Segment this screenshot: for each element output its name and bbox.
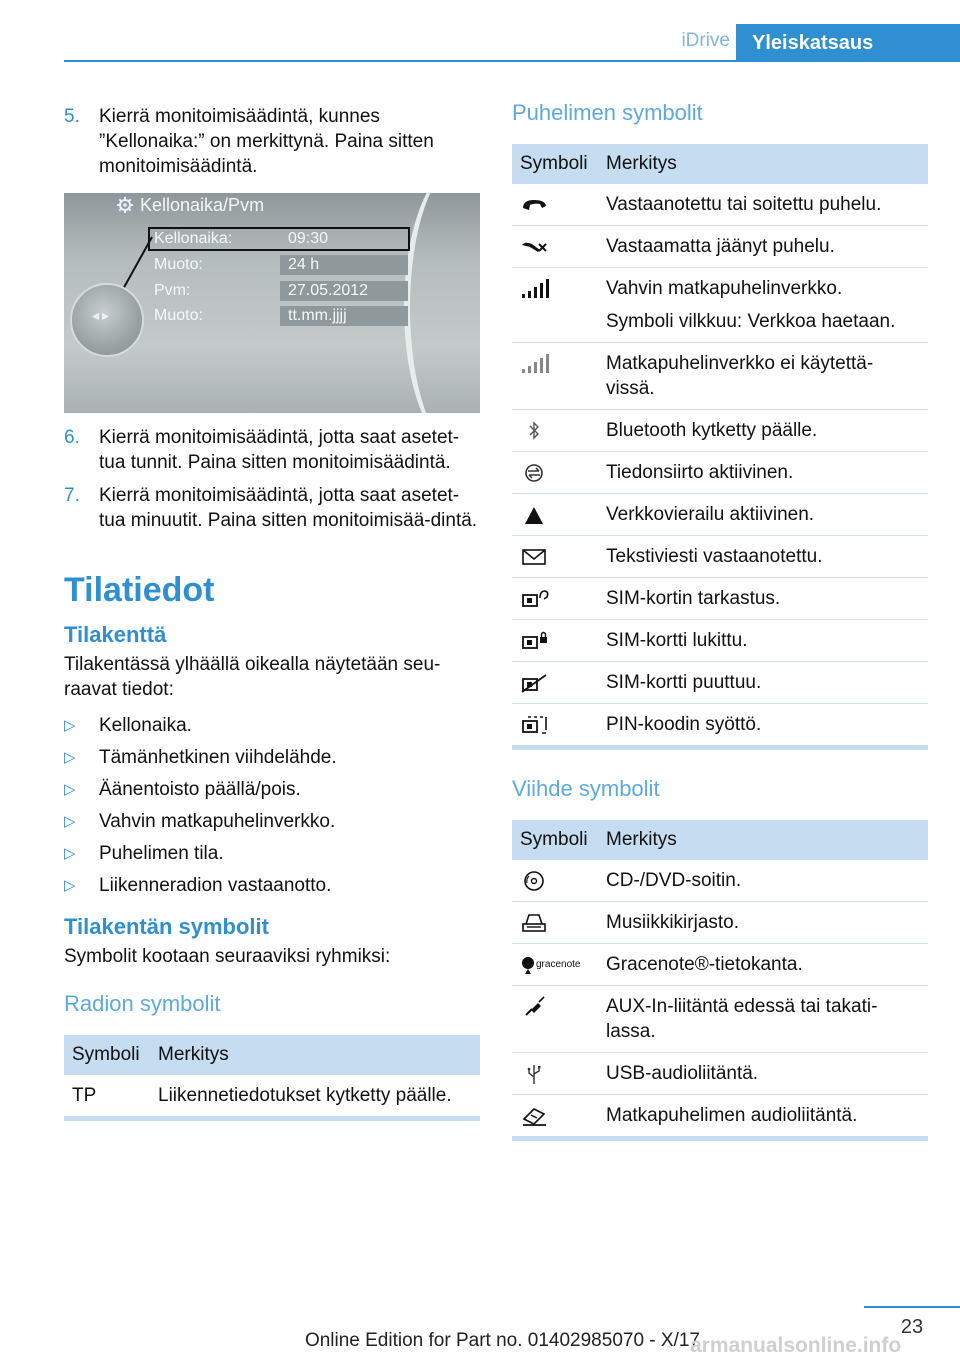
meaning-cell: Verkkovierailu aktiivinen. xyxy=(598,494,928,536)
meaning-cell: Matkapuhelimen audioliitäntä. xyxy=(598,1095,928,1139)
list-item-text: Vahvin matkapuhelinverkko. xyxy=(99,811,336,832)
footer-rule xyxy=(864,1306,960,1308)
phone-audio-icon xyxy=(520,1105,550,1127)
table-row xyxy=(512,410,928,452)
step-text: Kierrä monitoimisäädintä, jotta saat asetet‐tua tunnit. Paina sitten monitoimisäädintä. xyxy=(99,427,460,473)
bullet-triangle-icon: ▷ xyxy=(64,813,76,830)
meaning-cell: Bluetooth kytketty päälle. xyxy=(598,410,928,452)
meaning-cell: Musiikkikirjasto. xyxy=(598,902,928,944)
table-row xyxy=(64,1075,480,1119)
table-header-row xyxy=(512,144,928,184)
screen-row-value: 09:30 xyxy=(288,230,329,247)
sim-locked-icon xyxy=(520,630,550,652)
meaning-cell: Tekstiviesti vastaanotettu. xyxy=(598,536,928,578)
heading-symbols: Tilakentän symbolit xyxy=(64,914,269,939)
table-row xyxy=(512,578,928,620)
list-item-text: Puhelimen tila. xyxy=(99,843,224,864)
screen-row-value: 27.05.2012 xyxy=(280,281,408,301)
intro-paragraph: Tilakentässä ylhäällä oikealla näytetään seu‐raavat tiedot: xyxy=(64,654,441,700)
screen-title: Kellonaika/Pvm xyxy=(140,195,265,215)
list-item xyxy=(64,710,480,742)
signal-strong-icon xyxy=(520,278,550,300)
list-item xyxy=(64,838,480,870)
meaning-cell: SIM-kortin tarkastus. xyxy=(598,578,928,620)
table-row xyxy=(512,343,928,410)
list-item-text: Liikenneradion vastaanotto. xyxy=(99,875,332,896)
sim-check-icon xyxy=(520,588,550,610)
step-text: Kierrä monitoimisäädintä, jotta saat asetet‐tua minuutit. Paina sitten monitoimisää‐dintä. xyxy=(99,485,478,531)
step-text: Kierrä monitoimisäädintä, kunnes ”Kellonaika:” on merkittynä. Paina sitten monitoimisäädintä. xyxy=(99,106,434,177)
meaning-text: Vahvin matkapuhelinverkko. xyxy=(606,278,843,299)
left-column xyxy=(64,104,480,1121)
meaning-cell: Matkapuhelinverkko ei käytettä‐vissä. xyxy=(598,343,928,410)
bullet-triangle-icon: ▷ xyxy=(64,845,76,862)
screen-row-label: Pvm: xyxy=(154,282,191,299)
screen-row-label: Kellonaika: xyxy=(154,230,233,247)
header-section-label: iDrive xyxy=(681,30,730,51)
col-symbol-header: Symboli xyxy=(512,144,598,184)
phone-call-icon xyxy=(520,194,550,216)
col-meaning-header: Merkitys xyxy=(150,1035,480,1075)
list-item-text: Tämänhetkinen viihdelähde. xyxy=(99,747,337,768)
step-7 xyxy=(64,483,480,533)
watermark: armanualsonline.info xyxy=(690,1334,902,1357)
table-row xyxy=(512,1095,928,1139)
gracenote-icon xyxy=(520,955,536,975)
table-row xyxy=(512,662,928,704)
step-number: 5. xyxy=(64,106,80,127)
table-header-row xyxy=(64,1035,480,1075)
table-row xyxy=(512,944,928,986)
idrive-screenshot xyxy=(64,193,480,413)
bullet-triangle-icon: ▷ xyxy=(64,749,76,766)
table-row xyxy=(512,494,928,536)
bullet-triangle-icon: ▷ xyxy=(64,877,76,894)
edition-note: Online Edition for Part no. 01402985070 - X/17 xyxy=(304,1330,700,1351)
heading-tilatiedot: Tilatiedot xyxy=(64,571,215,609)
status-field-list xyxy=(64,710,480,902)
music-library-icon xyxy=(520,912,550,934)
cd-icon xyxy=(520,870,550,892)
table-header-row xyxy=(512,820,928,860)
heading-phone-symbols: Puhelimen symbolit xyxy=(512,100,703,125)
table-row xyxy=(512,452,928,494)
screen-row-label: Muoto: xyxy=(154,307,203,324)
meaning-cell: SIM-kortti lukittu. xyxy=(598,620,928,662)
col-meaning-header: Merkitys xyxy=(598,144,928,184)
bluetooth-icon xyxy=(520,420,550,442)
meaning-cell: Vastaanotettu tai soitettu puhelu. xyxy=(598,184,928,226)
meaning-cell xyxy=(598,268,928,343)
list-item xyxy=(64,806,480,838)
table-row xyxy=(512,1053,928,1095)
table-row xyxy=(512,226,928,268)
table-row xyxy=(512,704,928,748)
entertainment-symbols-table xyxy=(512,820,928,1141)
usb-icon xyxy=(520,1063,550,1085)
table-row xyxy=(512,536,928,578)
table-row xyxy=(512,986,928,1053)
list-item xyxy=(64,774,480,806)
data-transfer-icon xyxy=(520,462,550,484)
meaning-cell: Liikennetiedotukset kytketty päälle. xyxy=(150,1075,480,1119)
col-symbol-header: Symboli xyxy=(64,1035,150,1075)
screen-row-value: 24 h xyxy=(280,255,408,275)
header-rule xyxy=(64,60,960,62)
phone-symbols-table xyxy=(512,144,928,750)
radio-symbols-table xyxy=(64,1035,480,1121)
meaning-cell: Gracenote®-tietokanta. xyxy=(598,944,928,986)
meaning-cell: Tiedonsiirto aktiivinen. xyxy=(598,452,928,494)
pin-entry-icon xyxy=(520,714,550,736)
meaning-cell: SIM-kortti puuttuu. xyxy=(598,662,928,704)
missed-call-icon xyxy=(520,236,550,258)
signal-unavailable-icon xyxy=(520,353,550,375)
roaming-icon xyxy=(520,504,550,526)
meaning-cell: USB-audioliitäntä. xyxy=(598,1053,928,1095)
bullet-triangle-icon: ▷ xyxy=(64,781,76,798)
list-item xyxy=(64,742,480,774)
list-item-text: Äänentoisto päällä/pois. xyxy=(99,779,301,800)
step-number: 6. xyxy=(64,427,80,448)
meaning-cell: PIN-koodin syöttö. xyxy=(598,704,928,748)
sms-icon xyxy=(520,546,550,568)
sim-missing-icon xyxy=(520,672,550,694)
symbol-cell: TP xyxy=(64,1075,150,1119)
step-5 xyxy=(64,104,480,179)
col-meaning-header: Merkitys xyxy=(598,820,928,860)
list-item xyxy=(64,870,480,902)
symbols-intro: Symbolit kootaan seuraaviksi ryhmiksi: xyxy=(64,946,391,967)
heading-radio-symbols: Radion symbolit xyxy=(64,991,221,1016)
bullet-triangle-icon: ▷ xyxy=(64,717,76,734)
col-symbol-header: Symboli xyxy=(512,820,598,860)
table-row xyxy=(512,620,928,662)
heading-tilakentta: Tilakenttä xyxy=(64,622,167,647)
heading-entertainment-symbols: Viihde symbolit xyxy=(512,776,660,801)
table-row xyxy=(512,268,928,343)
meaning-extra: Symboli vilkkuu: Verkkoa haetaan. xyxy=(606,311,896,332)
page-number: 23 xyxy=(900,1316,924,1338)
step-6 xyxy=(64,425,480,475)
meaning-cell: Vastaamatta jäänyt puhelu. xyxy=(598,226,928,268)
controller-arrows-icon: ◂▸ xyxy=(92,307,113,323)
table-row xyxy=(512,860,928,902)
list-item-text: Kellonaika. xyxy=(99,715,192,736)
header-tab: Yleiskatsaus xyxy=(736,24,960,62)
selected-row-highlight xyxy=(148,227,410,251)
table-row xyxy=(512,902,928,944)
meaning-cell: AUX-In-liitäntä edessä tai takati‐lassa. xyxy=(598,986,928,1053)
meaning-cell: CD-/DVD-soitin. xyxy=(598,860,928,902)
screen-row-value: tt.mm.jjjj xyxy=(280,306,408,326)
aux-icon xyxy=(520,996,550,1018)
gracenote-logo-text: gracenote xyxy=(536,959,581,970)
right-column xyxy=(512,100,928,1141)
table-row xyxy=(512,184,928,226)
screen-row-label: Muoto: xyxy=(154,256,203,273)
step-number: 7. xyxy=(64,485,80,506)
